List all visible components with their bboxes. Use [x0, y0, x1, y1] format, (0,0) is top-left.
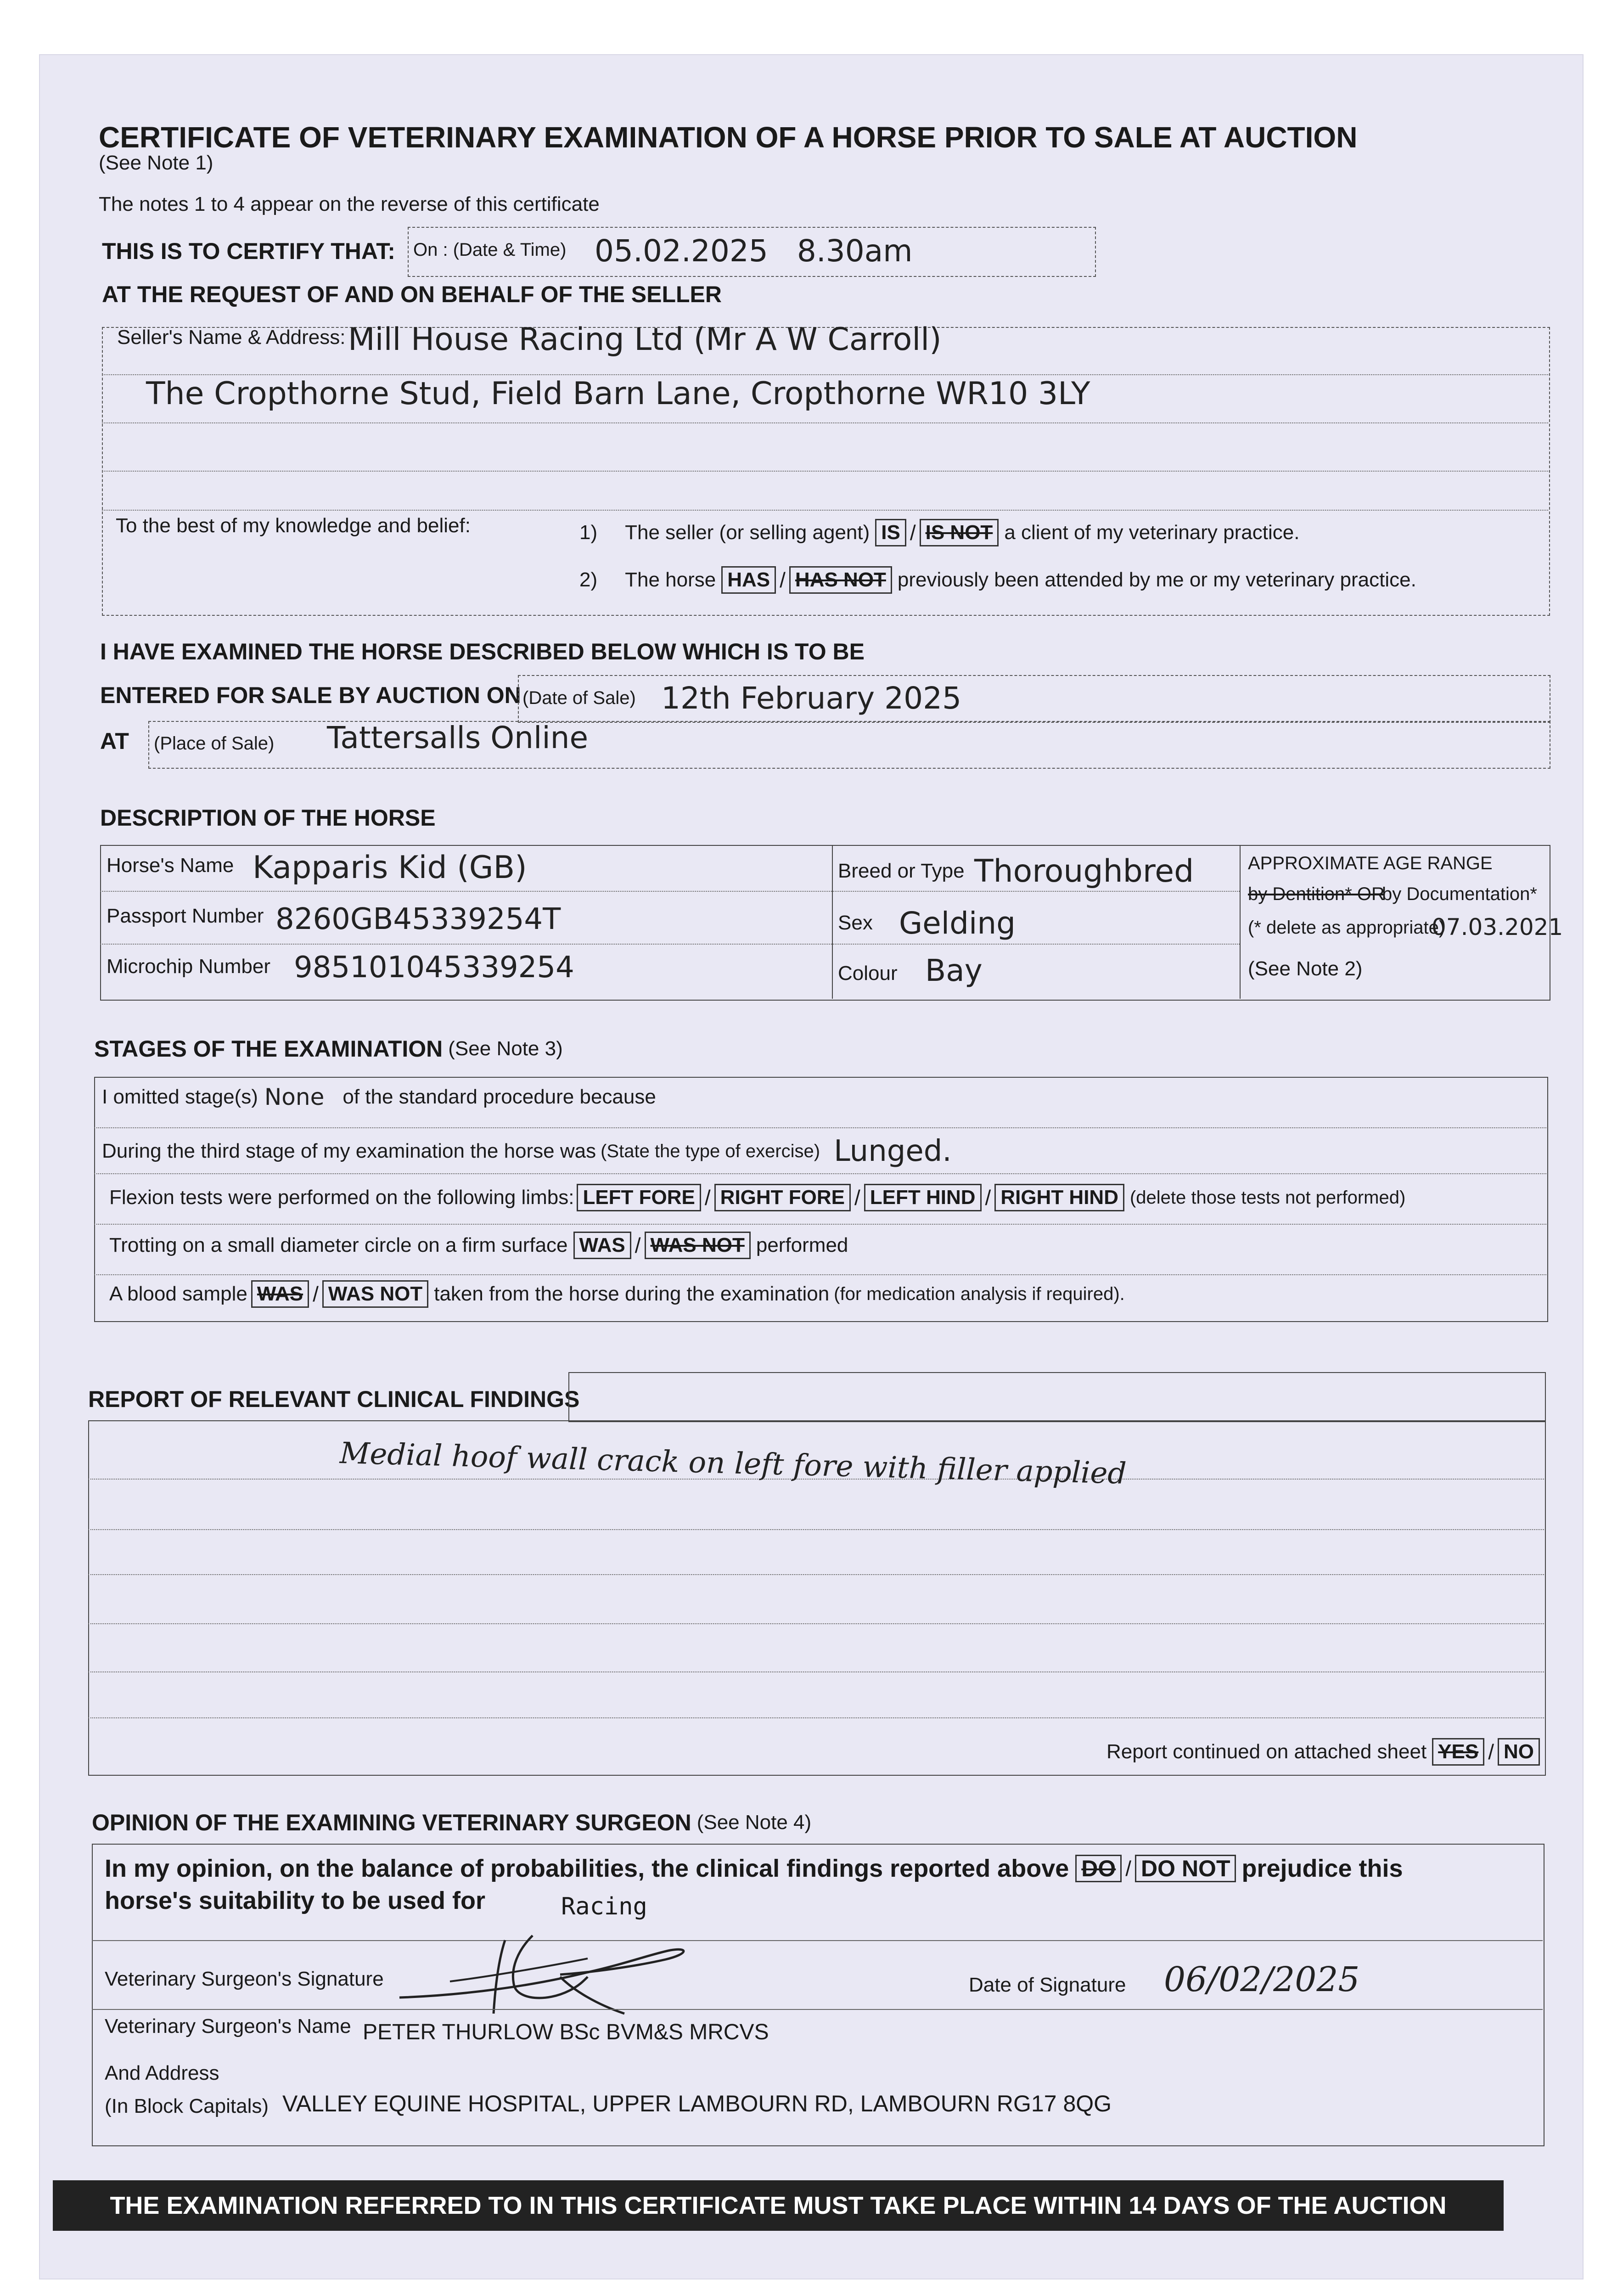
horse-name-label: Horse's Name	[107, 854, 234, 877]
client-is-not-option[interactable]: IS NOT	[920, 519, 999, 546]
trotting-row: Trotting on a small diameter circle on a firm surface WAS / WAS NOT performed	[109, 1232, 848, 1259]
trotting-was-option[interactable]: WAS	[573, 1232, 631, 1259]
breed-label: Breed or Type	[838, 860, 965, 882]
passport-value: 8260GB45339254T	[275, 902, 561, 936]
divider	[88, 1623, 1544, 1624]
divider	[102, 510, 1548, 511]
notes-line: The notes 1 to 4 appear on the reverse of this certificate	[99, 193, 600, 215]
microchip-value: 985101045339254	[294, 951, 574, 985]
suitability-use-value: Racing	[561, 1893, 647, 1920]
vet-address-value: VALLEY EQUINE HOSPITAL, UPPER LAMBOURN RD, LAMBOURN RG17 8QG	[282, 2091, 1112, 2116]
age-delete-note: (* delete as appropriate)	[1248, 917, 1445, 938]
omitted-value: None	[264, 1084, 325, 1110]
divider	[88, 1717, 1544, 1718]
opinion-heading-row	[92, 1809, 811, 1836]
report-continued-no-option[interactable]: NO	[1498, 1738, 1540, 1766]
third-stage-row	[102, 1134, 952, 1168]
divider	[94, 1127, 1546, 1128]
date-of-signature-label: Date of Signature	[969, 1974, 1126, 1996]
on-label: On : (Date & Time)	[413, 240, 567, 260]
blood-note: (for medication analysis if required).	[834, 1283, 1125, 1304]
age-value: 07.03.2021	[1432, 914, 1563, 940]
third-stage-text: During the third stage of my examination the horse was	[102, 1140, 596, 1162]
certify-label: THIS IS TO CERTIFY THAT:	[102, 238, 395, 264]
opinion-line1: In my opinion, on the balance of probabilities, the clinical findings reported above DO / DO NOT prejudice this	[105, 1855, 1403, 1882]
opinion-line2: horse's suitability to be used for	[105, 1887, 485, 1914]
date-of-sale-value: 12th February 2025	[661, 681, 962, 716]
certificate-title: CERTIFICATE OF VETERINARY EXAMINATION OF A HORSE PRIOR TO SALE AT AUCTION	[99, 121, 1358, 154]
age-range-heading: APPROXIMATE AGE RANGE	[1248, 853, 1493, 873]
microchip-label: Microchip Number	[107, 955, 270, 978]
stages-heading: STAGES OF THE EXAMINATION	[94, 1036, 443, 1062]
client-is-option[interactable]: IS	[875, 519, 906, 546]
divider	[100, 944, 1240, 945]
entered-label: ENTERED FOR SALE BY AUCTION ON	[100, 682, 521, 708]
divider	[832, 845, 833, 999]
examination-datetime: 05.02.2025 8.30am	[595, 233, 913, 269]
age-by-documentation: by Documentation*	[1382, 884, 1537, 904]
omitted-text: I omitted stage(s)	[102, 1086, 258, 1108]
blood-text-post: taken from the horse during the examination	[434, 1283, 830, 1305]
omitted-row	[102, 1084, 656, 1110]
breed-value: Thoroughbred	[974, 853, 1194, 889]
colour-label: Colour	[838, 962, 898, 985]
opinion-text-post: prejudice this	[1241, 1855, 1403, 1882]
attended-has-option[interactable]: HAS	[721, 566, 776, 594]
opinion-heading: OPINION OF THE EXAMINING VETERINARY SURGEON	[92, 1810, 691, 1835]
examined-heading: I HAVE EXAMINED THE HORSE DESCRIBED BELOW WHICH IS TO BE	[100, 639, 865, 664]
item-number: 2)	[579, 568, 598, 591]
omitted-text-post: of the standard procedure because	[343, 1086, 656, 1108]
flexion-note: (delete those tests not performed)	[1129, 1187, 1406, 1208]
blood-was-option[interactable]: WAS	[251, 1280, 309, 1308]
veterinary-signature	[395, 1922, 716, 2018]
date-of-signature-value: 06/02/2025	[1164, 1960, 1360, 1999]
attended-text: The horse	[625, 568, 716, 591]
report-heading: REPORT OF RELEVANT CLINICAL FINDINGS	[88, 1386, 580, 1412]
flexion-row: Flexion tests were performed on the following limbs: LEFT FORE / RIGHT FORE / LEFT HIND / RIGHT HIND (delete those tests not performed)	[109, 1184, 1405, 1211]
divider	[88, 1574, 1544, 1575]
flexion-right-fore-option[interactable]: RIGHT FORE	[714, 1184, 851, 1211]
description-heading: DESCRIPTION OF THE HORSE	[100, 805, 436, 831]
age-see-note: (See Note 2)	[1248, 957, 1363, 980]
place-of-sale-value: Tattersalls Online	[327, 720, 589, 755]
date-of-sale-label: (Date of Sale)	[522, 688, 636, 708]
stages-heading-row	[94, 1035, 563, 1062]
stages-heading-note: (See Note 3)	[448, 1037, 563, 1060]
report-continued-yes-option[interactable]: YES	[1432, 1738, 1484, 1766]
footer-notice: THE EXAMINATION REFERRED TO IN THIS CERTIFICATE MUST TAKE PLACE WITHIN 14 DAYS OF THE AUCTION	[110, 2192, 1447, 2219]
vet-address-label: And Address	[105, 2062, 219, 2084]
signature-label: Veterinary Surgeon's Signature	[105, 1968, 384, 1990]
footer-bar	[53, 2180, 1504, 2231]
attended-text-post: previously been attended by me or my veterinary practice.	[897, 568, 1416, 591]
opinion-text: In my opinion, on the balance of probabilities, the clinical findings reported above	[105, 1855, 1069, 1882]
divider	[92, 1940, 1543, 1941]
divider	[94, 1173, 1546, 1174]
opinion-do-not-option[interactable]: DO NOT	[1135, 1855, 1236, 1882]
flexion-left-hind-option[interactable]: LEFT HIND	[864, 1184, 982, 1211]
clinical-finding-handwritten: Medial hoof wall crack on left fore with filler applied	[339, 1436, 1127, 1491]
blood-row: A blood sample WAS / WAS NOT taken from the horse during the examination (for medication analysis if required).	[109, 1280, 1125, 1308]
vet-address-label-caps: (In Block Capitals)	[105, 2095, 269, 2117]
colour-value: Bay	[925, 953, 983, 988]
trotting-text-post: performed	[756, 1234, 848, 1256]
opinion-do-option[interactable]: DO	[1075, 1855, 1122, 1882]
vet-name-label: Veterinary Surgeon's Name	[105, 2015, 351, 2037]
attended-has-not-option[interactable]: HAS NOT	[789, 566, 892, 594]
divider	[1240, 845, 1241, 999]
seller-label: Seller's Name & Address:	[117, 326, 346, 349]
client-row: 1) The seller (or selling agent) IS / IS NOT a client of my veterinary practice.	[579, 519, 1299, 546]
age-by-dentition: by Dentition* OR	[1248, 884, 1385, 904]
divider	[88, 1671, 1544, 1672]
at-label: AT	[100, 728, 129, 754]
request-heading: AT THE REQUEST OF AND ON BEHALF OF THE SELLER	[102, 281, 722, 307]
seller-address: The Cropthorne Stud, Field Barn Lane, Cropthorne WR10 3LY	[146, 376, 1090, 412]
blood-text: A blood sample	[109, 1283, 247, 1305]
flexion-right-hind-option[interactable]: RIGHT HIND	[994, 1184, 1124, 1211]
third-stage-note: (State the type of exercise)	[601, 1141, 820, 1161]
divider	[88, 1529, 1544, 1530]
third-stage-value: Lunged.	[834, 1134, 952, 1168]
divider	[102, 471, 1548, 472]
sex-value: Gelding	[899, 906, 1016, 941]
divider	[92, 2009, 1543, 2010]
seller-name: Mill House Racing Ltd (Mr A W Carroll)	[348, 321, 942, 358]
blood-was-not-option[interactable]: WAS NOT	[322, 1280, 428, 1308]
client-text: The seller (or selling agent)	[625, 521, 870, 544]
report-continued-label: Report continued on attached sheet	[1106, 1740, 1427, 1763]
sex-label: Sex	[838, 912, 873, 934]
report-header-box	[568, 1372, 1546, 1422]
item-number: 1)	[579, 521, 598, 544]
divider	[94, 1224, 1546, 1225]
vet-name-value: PETER THURLOW BSc BVM&S MRCVS	[363, 2020, 769, 2044]
divider	[102, 422, 1548, 423]
trotting-was-not-option[interactable]: WAS NOT	[645, 1232, 751, 1259]
passport-label: Passport Number	[107, 905, 264, 927]
report-continued-row: Report continued on attached sheet YES / NO	[1106, 1738, 1540, 1766]
divider	[100, 891, 1240, 892]
horse-name-value: Kapparis Kid (GB)	[253, 850, 527, 886]
see-note-1: (See Note 1)	[99, 152, 213, 174]
place-of-sale-label: (Place of Sale)	[154, 733, 275, 754]
opinion-heading-note: (See Note 4)	[696, 1811, 812, 1834]
flexion-left-fore-option[interactable]: LEFT FORE	[577, 1184, 701, 1211]
divider	[94, 1274, 1546, 1275]
knowledge-label: To the best of my knowledge and belief:	[116, 514, 471, 537]
flexion-text: Flexion tests were performed on the following limbs:	[109, 1186, 574, 1209]
client-text-post: a client of my veterinary practice.	[1004, 521, 1300, 544]
attended-row: 2) The horse HAS / HAS NOT previously been attended by me or my veterinary practice.	[579, 566, 1416, 594]
divider	[102, 374, 1548, 375]
trotting-text: Trotting on a small diameter circle on a firm surface	[109, 1234, 568, 1256]
